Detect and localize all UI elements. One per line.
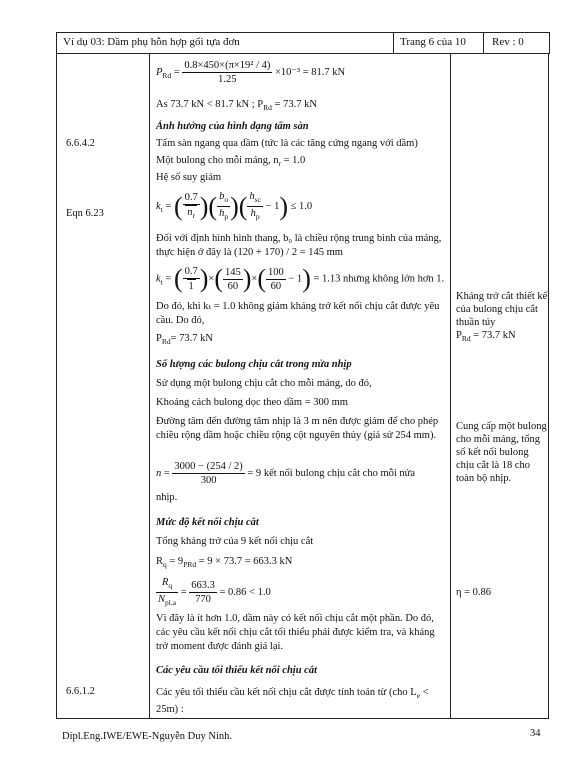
paragraph: Tổng kháng trở của 9 kết nối chịu cắt — [156, 536, 314, 547]
prd-denominator: 1.25 — [218, 74, 237, 85]
section-heading: Số lượng các bulong chịu cắt trong nửa nhịp — [156, 359, 352, 370]
left-border — [56, 53, 57, 719]
prd-numerator: 0.8×450×(π×19² / 4) — [184, 60, 271, 71]
column-divider — [450, 53, 451, 719]
paragraph: Một bulong cho mỗi máng, $n_r = 1.0$ — [156, 155, 306, 169]
kt-numeric: $k_t$ = ( $\frac{0.7}{1}$ )×( $\frac{145}{60}$ )×( $\frac{100}{60}$ − 1) = 1.13 nhưng không lớn hơn 1. — [156, 264, 445, 293]
footer-author: Dipl.Eng.IWE/EWE-Nguyễn Duy Ninh. — [62, 731, 233, 742]
paragraph: Khoảng cách bulong dọc theo dầm = 300 mm — [156, 397, 348, 408]
header-bar — [56, 32, 550, 54]
prd-formula: $P_{Rd}$ = $\frac{\text{0.8×450×(π×19² / 4)}}{1.25}$ ×10⁻³ = 81.7 kN — [156, 60, 346, 85]
side-note: Cung cấp một bulong cho mỗi máng, tổng số kết nối bulong chịu cắt là 18 cho toàn bộ nhịp. — [456, 421, 547, 484]
header-divider — [483, 32, 484, 53]
page-indicator: Trang 6 của 10 — [400, 36, 466, 48]
page-number: 34 — [530, 728, 541, 739]
header-divider — [393, 32, 394, 53]
prd-result: ×10⁻³ = 81.7 kN — [274, 66, 346, 78]
clause-ref: 6.6.1.2 — [66, 686, 95, 697]
n-formula: n = $\frac{3000 - (254 / 2)}{300}$ = 9 kết nối bulong chịu cắt cho mỗi nửa — [156, 461, 416, 486]
paragraph: Các yêu tối thiểu cầu kết nối chịu cắt được tính toán từ (cho $L_e < 25m$) : — [156, 687, 429, 716]
paragraph: nhịp. — [156, 492, 178, 503]
side-note: η = 0.86 — [456, 587, 492, 598]
clause-ref: 6.6.4.2 — [66, 138, 95, 149]
right-border — [548, 53, 549, 719]
revision-label: Rev : 0 — [492, 36, 524, 48]
paragraph: Tấm sàn ngang qua dầm (tức là các tăng cứng ngang với dầm) — [156, 138, 418, 149]
paragraph: Đối với định hình hình thang, b₀ là chiều rộng trung bình của máng, thực hiện ở đây là (120 + 170) / 2 = 145 mm — [156, 233, 442, 258]
paragraph: Vì đây là ít hơn 1.0, dầm này có kết nối chịu cắt một phần. Do đó, các yêu cầu kết nối chịu cắt tối thiểu phải được kiểm tra, và kháng trở moment được đánh giá lại. — [156, 613, 435, 652]
paragraph: Do đó, khi kₜ = 1.0 không giảm kháng trở kết nối chịu cắt được yêu cầu. Do đó, — [156, 301, 440, 326]
paragraph: Sử dụng một bulong chịu cắt cho mỗi máng, do đó, — [156, 378, 372, 389]
paragraph: $P_{Rd}= 73.7$ kN — [156, 333, 213, 347]
bottom-border — [56, 718, 549, 719]
paragraph: $R_q = 9_{PRd} = 9 \times 73.7 = 663.3$ kN — [156, 556, 293, 570]
section-heading: Ảnh hưởng của hình dạng tấm sàn — [156, 121, 309, 132]
column-divider — [149, 53, 150, 719]
as-line: As 73.7 kN < 81.7 kN ; $P_{Rd} = 73.7$ kN — [156, 99, 317, 113]
equation-ref: Eqn 6.23 — [66, 208, 104, 219]
section-heading: Mức độ kết nối chịu cắt — [156, 517, 259, 528]
paragraph: Hệ số suy giảm — [156, 172, 222, 183]
section-heading: Các yêu cầu tối thiểu kết nối chịu cắt — [156, 665, 318, 676]
eta-formula: $R_q$ $N_{pl,a}$ = $\frac{663.3}{770}$ = 0.86 < 1.0 — [158, 577, 271, 608]
paragraph: Đường tâm đến đường tâm nhịp là 3 m nên được giảm để cho phép chiều rộng dầm hoặc chiều rộng cột nguyên thủy (giả sử 254 mm). — [156, 416, 439, 441]
kt-formula: $k_t$ = ( $\frac{0.7}{n_r}$ )( $\frac{b_o}{h_p}$ )( $h_{sc}$ $h_p$ − 1) ≤ 1.0 — [156, 191, 313, 222]
doc-title: Ví dụ 03: Dầm phụ hỗn hợp gối tựa đơn — [63, 36, 240, 48]
side-note: Kháng trở cắt thiết kế của bulong chịu cắt thuần túy $P_{Rd} = 73.7$ kN — [456, 291, 548, 344]
